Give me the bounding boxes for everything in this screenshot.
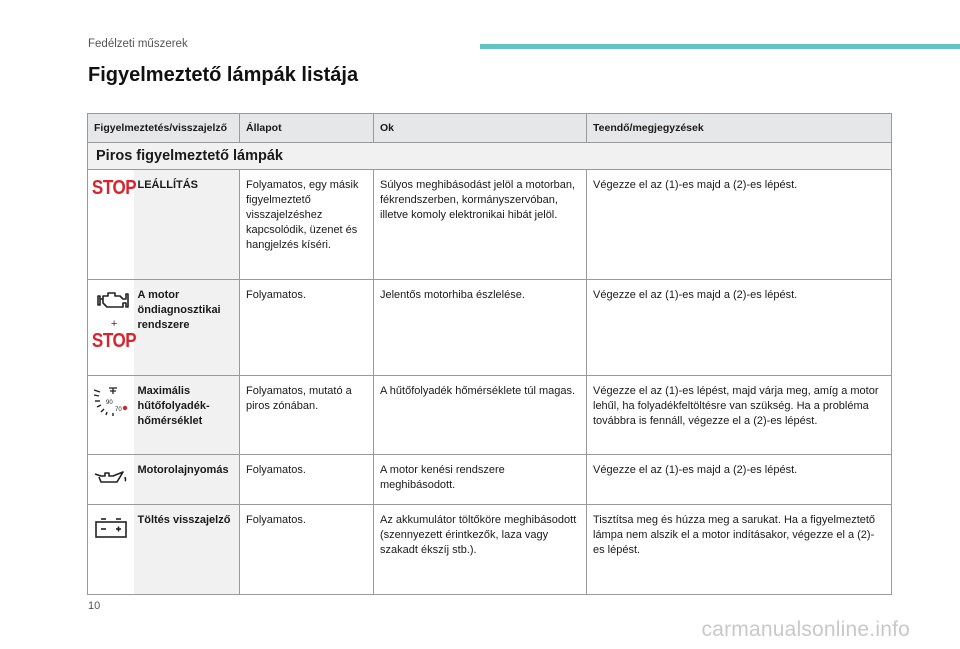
table-header-row [88, 114, 892, 143]
table-row [88, 455, 892, 505]
warning-name: A motor öndiagnosztikai rendszere [134, 280, 240, 376]
page-title: Figyelmeztető lámpák listája [88, 64, 359, 86]
state-cell: Folyamatos. [240, 505, 374, 595]
state-cell: Folyamatos. [240, 280, 374, 376]
table-row [88, 170, 892, 280]
state-cell: Folyamatos, egy másik figyelmeztető visszajelzéshez kapcsolódik, üzenet és hangjelzés kíséri. [240, 170, 374, 280]
cause-cell: Súlyos meghibásodást jelöl a motorban, fékrendszerben, kormányszervóban, illetve komoly elektronikai hibát jelöl. [374, 170, 587, 280]
warning-name: LEÁLLÍTÁS [134, 170, 240, 280]
table-row [88, 376, 892, 455]
cause-cell: A motor kenési rendszere meghibásodott. [374, 455, 587, 505]
action-cell: Végezze el az (1)-es majd a (2)-es lépést. [587, 170, 892, 280]
icon-cell [88, 505, 134, 595]
accent-bar [480, 44, 960, 49]
column-header-state: Állapot [240, 114, 374, 143]
gauge-icon [91, 384, 131, 418]
oil-pressure-icon [93, 469, 129, 490]
column-header-action: Teendő/megjegyzések [587, 114, 892, 143]
coolant-temperature-icon [91, 384, 131, 423]
cause-cell: Jelentős motorhiba észlelése. [374, 280, 587, 376]
cause-cell: Az akkumulátor töltőköre meghibásodott (szennyezett érintkezők, laza vagy szakadt ékszíj stb.). [374, 505, 587, 595]
action-cell: Végezze el az (1)-es majd a (2)-es lépést. [587, 280, 892, 376]
battery-icon [94, 517, 128, 539]
table-row [88, 280, 892, 376]
stop-icon [88, 178, 140, 199]
state-cell: Folyamatos. [240, 455, 374, 505]
battery-charge-icon [94, 517, 128, 544]
section-row [88, 143, 892, 170]
engine-icon [97, 288, 131, 312]
cause-cell: A hűtőfolyadék hőmérséklete túl magas. [374, 376, 587, 455]
gauge-label-90: 90 [105, 400, 113, 406]
running-header: Fedélzeti műszerek [88, 38, 188, 50]
warning-name: Töltés visszajelző [134, 505, 240, 595]
state-cell: Folyamatos, mutató a piros zónában. [240, 376, 374, 455]
oil-can-icon [93, 469, 129, 485]
action-cell: Végezze el az (1)-es lépést, majd várja meg, amíg a motor lehűl, ha folyadékfeltöltésre van szükség. Ha a probléma továbbra is fennáll, végezze el a (2)-es lépést. [587, 376, 892, 455]
column-header-warning: Figyelmeztetés/visszajelző [88, 114, 240, 143]
table-row [88, 505, 892, 595]
gauge-label-70: 70 [114, 407, 122, 413]
engine-diagnostic-icon [88, 288, 140, 352]
stop-label: STOP [91, 177, 137, 199]
warning-name: Motorolajnyomás [134, 455, 240, 505]
page-number: 10 [88, 600, 101, 612]
icon-cell [88, 280, 137, 376]
icon-cell [88, 170, 137, 280]
icon-cell [88, 455, 134, 505]
warning-lamps-table [87, 113, 892, 595]
action-cell: Végezze el az (1)-es majd a (2)-es lépést. [587, 455, 892, 505]
watermark: carmanualsonline.info [701, 618, 910, 641]
column-header-cause: Ok [374, 114, 587, 143]
red-zone-dot [123, 406, 127, 410]
action-cell: Tisztítsa meg és húzza meg a sarukat. Ha a figyelmeztető lámpa nem alszik el a motor indításakor, végezze el a (2)-es lépést. [587, 505, 892, 595]
stop-label: STOP [91, 330, 137, 352]
plus-sign: + [110, 318, 118, 330]
section-title: Piros figyelmeztető lámpák [88, 143, 892, 170]
icon-cell [88, 376, 134, 455]
warning-name: Maximális hűtőfolyadék-hőmérséklet [134, 376, 240, 455]
